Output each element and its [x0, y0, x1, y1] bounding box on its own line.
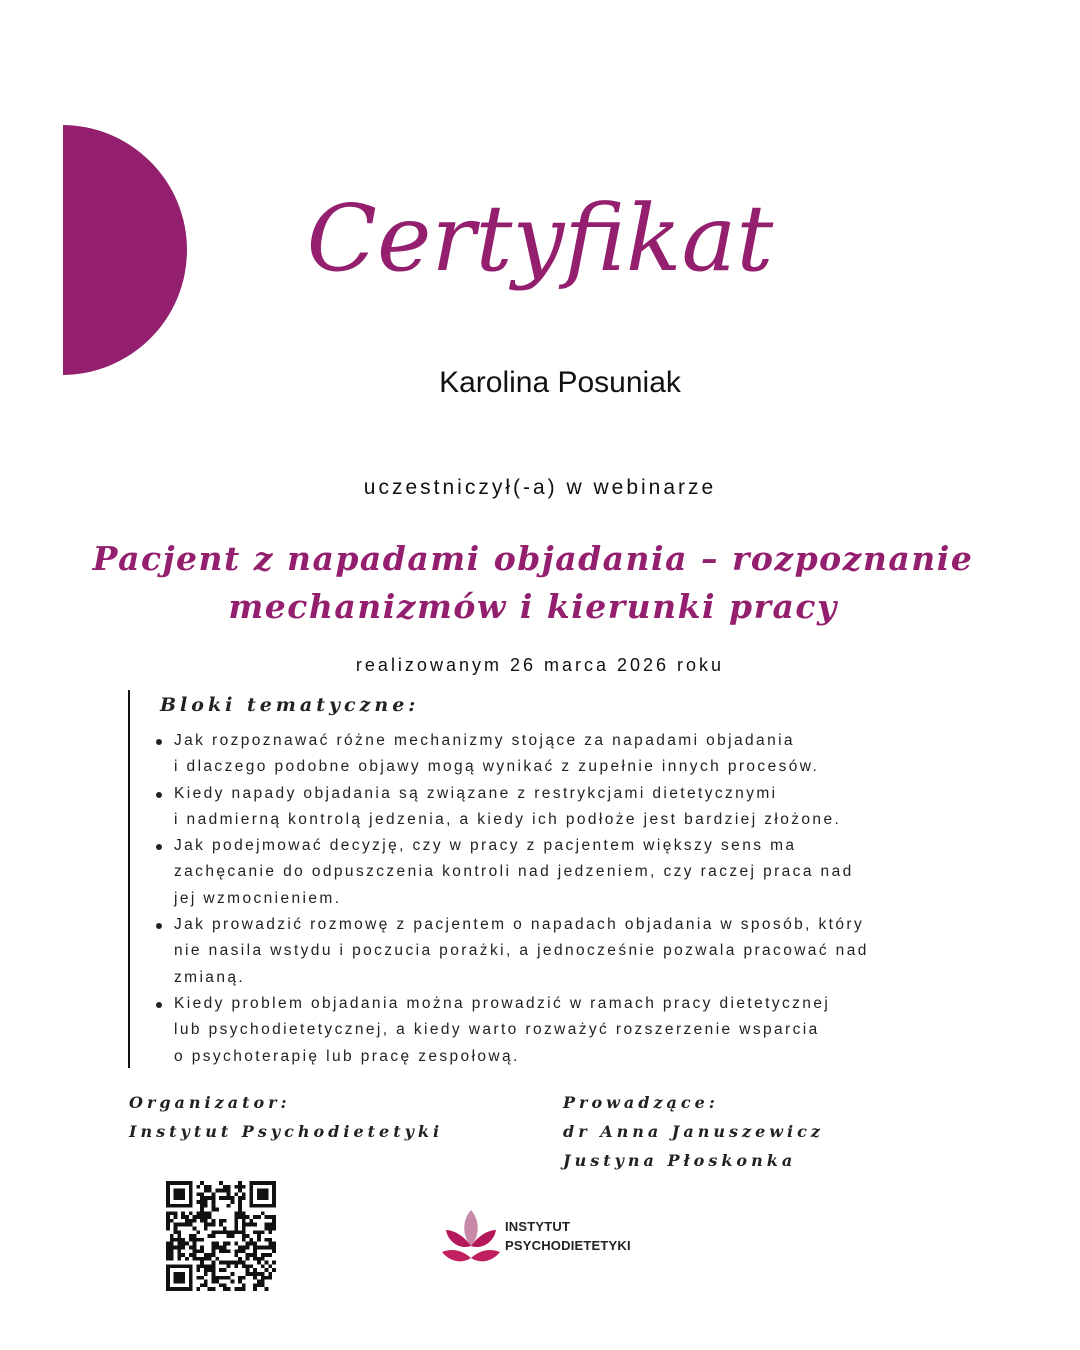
recipient-name: Karolina Posuniak — [439, 366, 681, 399]
topics-heading: Bloki tematyczne: — [160, 694, 420, 716]
list-item — [150, 728, 960, 781]
list-item-line: jej wzmocnieniem. — [174, 889, 342, 907]
webinar-title-line1: Pacjent z napadami objadania – rozpoznanie — [92, 539, 974, 578]
logo-text — [505, 1217, 631, 1255]
list-item-line: Jak prowadzić rozmowę z pacjentem o napadach objadania w sposób, który — [174, 916, 865, 934]
list-item-line: nie nasila wstydu i poczucia porażki, a jednocześnie pozwala pracować nad — [174, 942, 869, 960]
webinar-title — [0, 535, 1066, 631]
lotus-icon — [440, 1206, 502, 1268]
list-item-line: Jak rozpoznawać różne mechanizmy stojące za napadami objadania — [174, 732, 795, 749]
list-item-line: Kiedy napady objadania są związane z restrykcjami dietetycznymi — [174, 784, 778, 802]
topics-list — [150, 728, 960, 1070]
list-item-line: o psychoterapię lub pracę zespołową. — [174, 1047, 520, 1065]
logo-line2: PSYCHODIETETYKI — [505, 1238, 631, 1253]
organizer-block — [129, 1088, 443, 1146]
organizer-label: Organizator: — [129, 1093, 291, 1112]
list-item — [150, 912, 960, 991]
list-item-line: Jak podejmować decyzję, czy w pracy z pacjentem większy sens ma — [174, 837, 797, 855]
logo-line1: INSTYTUT — [505, 1219, 571, 1234]
list-item-line: Kiedy problem objadania można prowadzić w ramach pracy dietetycznej — [174, 994, 831, 1012]
list-item-line: i dlaczego podobne objawy mogą wynikać z zupełnie innych procesów. — [174, 758, 820, 776]
topics-section — [128, 690, 960, 1068]
webinar-title-line2: mechanizmów i kierunki pracy — [228, 587, 838, 626]
list-item — [150, 991, 960, 1070]
list-item-line: lub psychodietetycznej, a kiedy warto rozważyć rozszerzenie wsparcia — [174, 1021, 820, 1039]
participation-text: uczestniczył(-a) w webinarze — [363, 476, 717, 499]
qr-code[interactable] — [166, 1181, 276, 1291]
list-item-line: zachęcanie do odpuszczenia kontroli nad jedzeniem, czy raczej praca nad — [174, 863, 854, 881]
organizer-name: Instytut Psychodietetyki — [129, 1122, 444, 1141]
list-item — [150, 781, 960, 834]
leader-name: Justyna Płoskonka — [563, 1151, 797, 1170]
institute-logo — [440, 1206, 660, 1268]
leaders-label: Prowadzące: — [563, 1093, 719, 1112]
leader-name: dr Anna Januszewicz — [563, 1122, 824, 1141]
leaders-block — [563, 1088, 824, 1175]
list-item-line: i nadmierną kontrolą jedzenia, a kiedy ich podłoże jest bardziej złożone. — [174, 810, 842, 828]
webinar-date: realizowanym 26 marca 2026 roku — [355, 655, 725, 675]
certificate-title: Certyfikat — [306, 185, 774, 292]
list-item-line: zmianą. — [174, 968, 246, 986]
list-item — [150, 833, 960, 912]
